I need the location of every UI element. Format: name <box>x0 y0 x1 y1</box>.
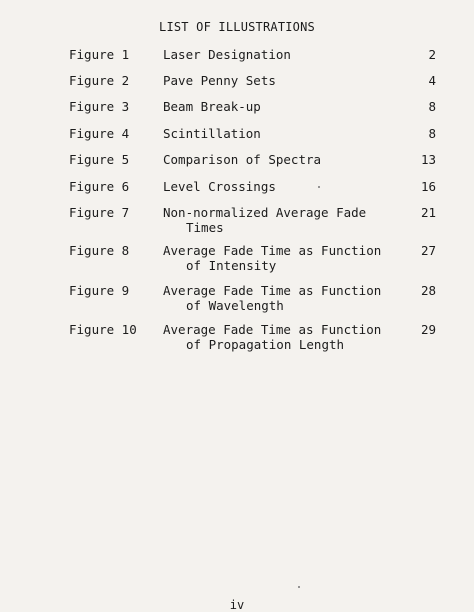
figure-label: Figure 3 <box>69 99 130 114</box>
caption-line: Pave Penny Sets <box>163 73 276 88</box>
figure-label: Figure 10 <box>69 322 137 337</box>
figure-label: Figure 2 <box>69 73 130 88</box>
caption-line: Average Fade Time as Function <box>163 322 382 337</box>
figure-label: Figure 9 <box>69 283 130 298</box>
page-number-footer: iv <box>229 598 245 612</box>
figure-caption <box>163 283 403 313</box>
caption-line: Average Fade Time as Function <box>163 243 382 258</box>
figure-page-number: 13 <box>420 152 436 167</box>
caption-line: Scintillation <box>163 126 261 141</box>
caption-continuation: of Propagation Length <box>186 337 345 352</box>
paper-speck <box>318 186 320 188</box>
figure-label: Figure 4 <box>69 126 130 141</box>
figure-page-number: 27 <box>420 243 436 258</box>
figure-caption <box>163 99 403 114</box>
figure-label: Figure 1 <box>69 47 130 62</box>
figure-caption <box>163 126 403 141</box>
figure-caption <box>163 243 403 273</box>
figure-caption <box>163 322 403 352</box>
caption-line: Average Fade Time as Function <box>163 283 382 298</box>
figure-caption <box>163 179 403 194</box>
caption-line: Comparison of Spectra <box>163 152 322 167</box>
figure-page-number: 21 <box>420 205 436 220</box>
caption-line: Non-normalized Average Fade <box>163 205 367 220</box>
figure-label: Figure 7 <box>69 205 130 220</box>
figure-caption <box>163 205 403 235</box>
figure-page-number: 4 <box>428 73 436 88</box>
figure-label: Figure 8 <box>69 243 130 258</box>
caption-continuation: of Intensity <box>186 258 277 273</box>
figure-page-number: 2 <box>428 47 436 62</box>
caption-continuation: of Wavelength <box>186 298 284 313</box>
figure-page-number: 16 <box>420 179 436 194</box>
figure-caption <box>163 73 403 88</box>
figure-caption <box>163 152 403 167</box>
caption-line: Laser Designation <box>163 47 291 62</box>
figure-label: Figure 5 <box>69 152 130 167</box>
caption-line: Beam Break-up <box>163 99 261 114</box>
figure-page-number: 29 <box>420 322 436 337</box>
paper-speck <box>298 586 300 588</box>
figure-page-number: 8 <box>428 99 436 114</box>
figure-page-number: 8 <box>428 126 436 141</box>
figure-caption <box>163 47 403 62</box>
list-title: LIST OF ILLUSTRATIONS <box>159 20 315 34</box>
figure-page-number: 28 <box>420 283 436 298</box>
caption-line: Level Crossings <box>163 179 276 194</box>
caption-continuation: Times <box>186 220 224 235</box>
figure-label: Figure 6 <box>69 179 130 194</box>
